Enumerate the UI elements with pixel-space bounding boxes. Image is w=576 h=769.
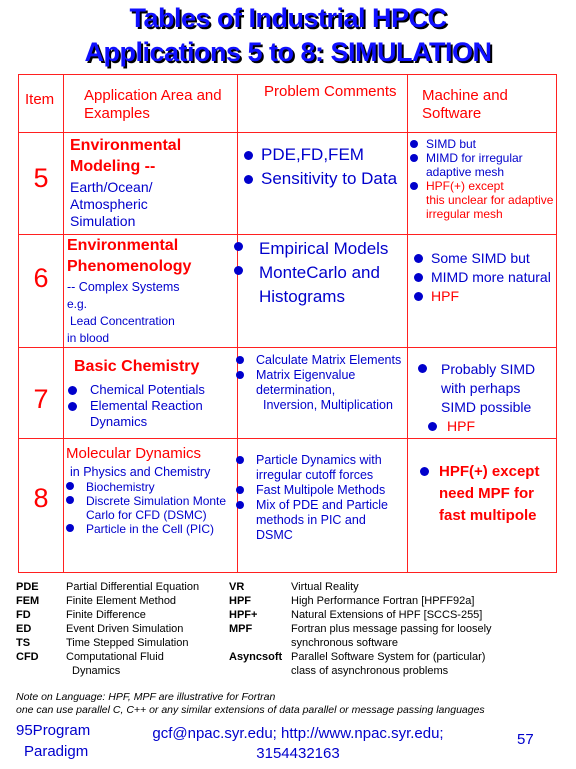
bullet-icon — [418, 364, 427, 373]
machine-text: MIMD more natural — [431, 269, 551, 285]
title-line-2: Applications 5 to 8: SIMULATION — [84, 37, 492, 67]
problem-text: Sensitivity to Data — [261, 169, 398, 188]
machine-cell — [408, 133, 557, 235]
abbr-value: Computational Fluid — [66, 651, 164, 663]
item-number: 5 — [19, 133, 64, 235]
abbr-key: HPF — [229, 595, 251, 607]
abbr-key: PDE — [16, 581, 39, 593]
machine-cell — [408, 348, 557, 439]
bullet-icon — [244, 151, 253, 160]
abbr-key — [16, 664, 66, 678]
bullet-icon — [236, 486, 244, 494]
contact-line: 3154432163 — [256, 745, 340, 762]
area-line: Simulation — [70, 213, 136, 229]
abbr-value: Fortran plus message passing for loosely — [291, 623, 492, 635]
abbr-value: Partial Differential Equation — [66, 581, 200, 593]
page-number: 57 — [517, 731, 534, 748]
problem-text: Calculate Matrix Elements — [256, 353, 402, 367]
machine-cell — [408, 439, 557, 573]
abbr-key: FD — [16, 609, 31, 621]
note-line: one can use parallel C, C++ or any similar extensions of data parallel or message passing languages — [16, 704, 485, 716]
applications-table — [18, 74, 557, 573]
machine-text: HPF(+) except — [426, 179, 504, 193]
abbr-key: FEM — [16, 595, 40, 607]
bullet-icon — [410, 182, 418, 190]
bullet-icon — [236, 356, 244, 364]
abbr-value: class of asynchronous problems — [291, 665, 449, 677]
table-row — [19, 348, 557, 439]
bullet-icon — [236, 501, 244, 509]
area-cell — [64, 133, 238, 235]
bullet-icon — [410, 140, 418, 148]
abbr-key: TS — [16, 637, 31, 649]
problem-text: MonteCarlo and Histograms — [259, 263, 380, 306]
abbr-key: CFD — [16, 651, 39, 663]
footer-left-line: 95Program — [16, 722, 91, 739]
area-line: -- Complex Systems — [67, 280, 180, 294]
title-line-1: Tables of Industrial HPCC — [129, 3, 447, 33]
bullet-icon — [428, 422, 437, 431]
abbr-value: Virtual Reality — [291, 581, 359, 593]
bullet-icon — [68, 386, 77, 395]
abbr-key: HPF+ — [229, 609, 258, 621]
language-note — [16, 691, 485, 717]
item-number: 8 — [19, 439, 64, 573]
abbr-value: Finite Element Method — [66, 595, 177, 607]
abbr-key: VR — [229, 581, 245, 593]
bullet-icon — [420, 467, 429, 476]
footer-left-line: Paradigm — [24, 743, 89, 760]
machine-text: SIMD but — [426, 137, 477, 151]
area-line: Elemental Reaction Dynamics — [90, 398, 203, 429]
area-title: Environmental Phenomenology — [67, 237, 192, 275]
note-line: Note on Language: HPF, MPF are illustrative for Fortran — [16, 691, 276, 703]
footer-contact — [118, 724, 478, 764]
machine-text: Some SIMD but — [431, 250, 530, 266]
area-line: Particle in the Cell (PIC) — [86, 522, 215, 536]
bullet-icon — [236, 371, 244, 379]
abbr-value: Parallel Software System for (particular) — [291, 651, 486, 663]
area-line: in Physics and Chemistry — [70, 465, 211, 479]
abbreviations-right — [229, 580, 559, 678]
header-item: Item — [19, 75, 64, 133]
item-number: 7 — [19, 348, 64, 439]
bullet-icon — [66, 524, 74, 532]
area-line: Chemical Potentials — [90, 382, 205, 397]
table-row — [19, 439, 557, 573]
abbr-key: ED — [16, 623, 32, 635]
machine-text: MIMD for irregular adaptive mesh — [426, 151, 523, 179]
machine-text: Probably SIMD with perhaps SIMD possible — [441, 361, 536, 415]
area-line: e.g. — [67, 297, 88, 311]
area-line: Atmospheric — [70, 196, 148, 212]
header-row — [19, 75, 557, 133]
area-line: Biochemistry — [86, 480, 155, 494]
bullet-icon — [414, 254, 423, 263]
machine-text: HPF — [447, 418, 475, 434]
area-cell — [64, 439, 238, 573]
abbr-key: Asyncsoft — [229, 651, 283, 663]
area-cell — [64, 235, 238, 348]
abbreviations-left — [16, 580, 236, 678]
abbr-key: MPF — [229, 623, 253, 635]
problem-text: Empirical Models — [259, 239, 389, 258]
header-machine: Machine and Software — [408, 75, 557, 133]
area-cell — [64, 348, 238, 439]
machine-text: HPF(+) except need MPF for fast multipole — [439, 463, 540, 524]
abbr-value: Dynamics — [72, 665, 121, 677]
problem-text: Matrix Eigenvalue determination, — [256, 368, 356, 397]
bullet-icon — [410, 154, 418, 162]
problem-text: Inversion, Multiplication — [263, 398, 393, 412]
problem-cell — [238, 348, 408, 439]
item-number: 6 — [19, 235, 64, 348]
area-title: Environmental Modeling -- — [70, 137, 182, 175]
abbr-value: Event Driven Simulation — [66, 623, 184, 635]
bullet-icon — [68, 402, 77, 411]
abbr-value: High Performance Fortran [HPFF92a] — [291, 595, 475, 607]
abbr-key — [229, 664, 291, 678]
header-problem: Problem Comments — [238, 75, 408, 133]
table-row — [19, 235, 557, 348]
abbr-key — [229, 636, 291, 650]
header-area: Application Area and Examples — [64, 75, 238, 133]
problem-text: Fast Multipole Methods — [256, 483, 386, 497]
area-line: in blood — [67, 331, 110, 345]
contact-line: gcf@npac.syr.edu; http://www.npac.syr.edu; — [152, 725, 444, 742]
table-row — [19, 133, 557, 235]
bullet-icon — [244, 175, 253, 184]
bullet-icon — [236, 456, 244, 464]
abbr-value: Natural Extensions of HPF [SCCS-255] — [291, 609, 483, 621]
abbr-value: synchronous software — [291, 637, 398, 649]
bullet-icon — [66, 496, 74, 504]
machine-text: this unclear for adaptive irregular mesh — [426, 193, 554, 221]
machine-cell — [408, 235, 557, 348]
problem-text: Mix of PDE and Particle methods in PIC and DSMC — [256, 498, 388, 542]
bullet-icon — [414, 273, 423, 282]
problem-text: PDE,FD,FEM — [261, 145, 364, 164]
bullet-icon — [66, 482, 74, 490]
bullet-icon — [234, 242, 243, 251]
abbr-value: Time Stepped Simulation — [66, 637, 189, 649]
problem-cell — [238, 235, 408, 348]
problem-cell — [238, 133, 408, 235]
area-line: Lead Concentration — [70, 314, 175, 328]
area-title: Basic Chemistry — [74, 358, 200, 375]
area-title: Molecular Dynamics — [66, 445, 202, 462]
problem-cell — [238, 439, 408, 573]
problem-text: Particle Dynamics with irregular cutoff forces — [256, 453, 382, 482]
abbr-value: Finite Difference — [66, 609, 146, 621]
area-line: Discrete Simulation Monte Carlo for CFD (DSMC) — [86, 494, 227, 522]
bullet-icon — [234, 266, 243, 275]
footer-left — [16, 720, 90, 762]
machine-text: HPF — [431, 288, 459, 304]
bullet-icon — [414, 292, 423, 301]
area-line: Earth/Ocean/ — [70, 179, 153, 195]
